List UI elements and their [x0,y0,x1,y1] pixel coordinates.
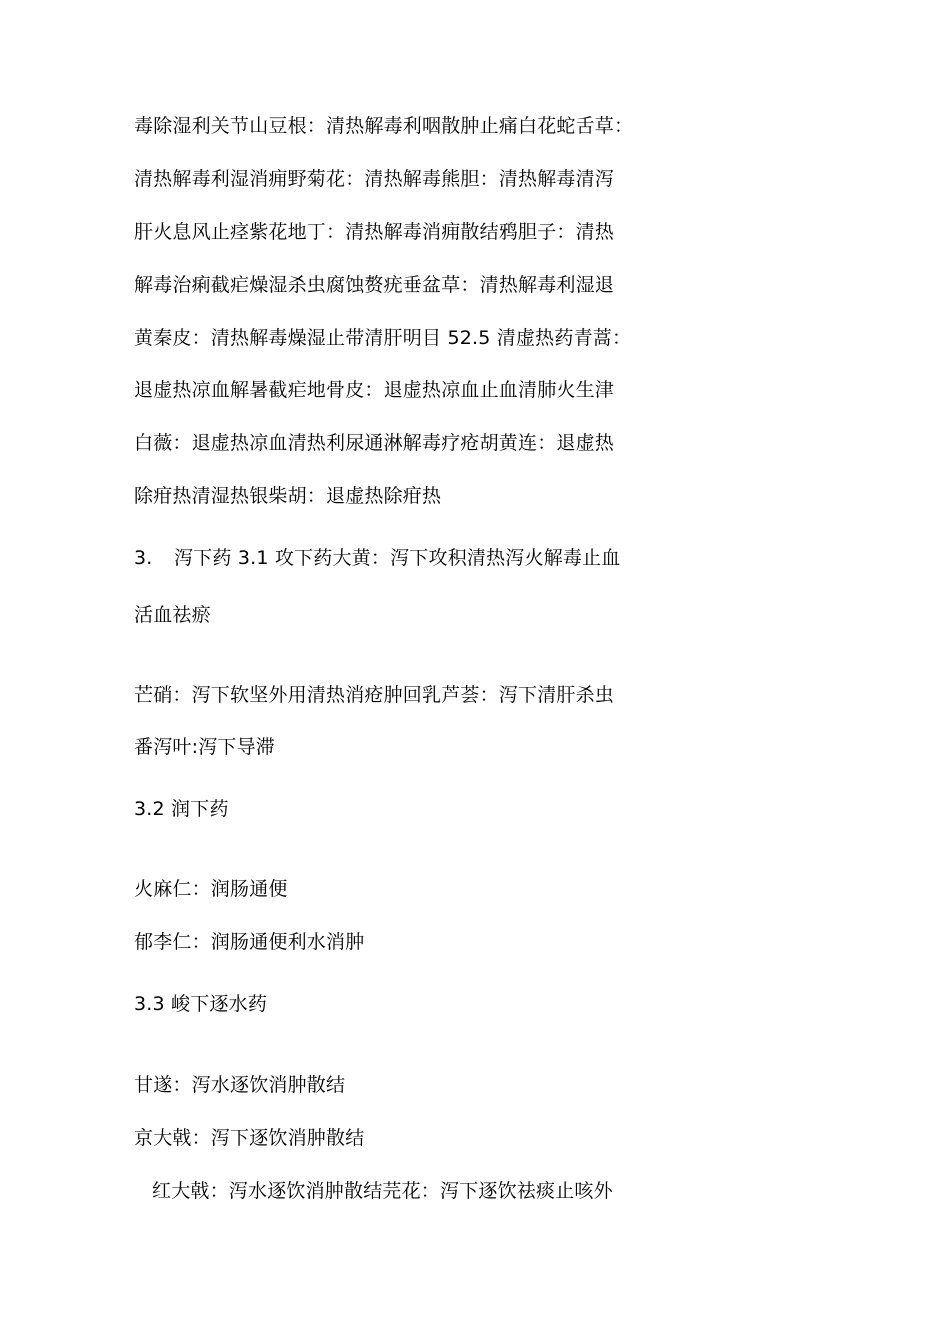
text-line: 番泻叶:泻下导滞 [134,736,276,758]
text-line: 火麻仁：润肠通便 [134,878,288,900]
text-line: 红大戟：泻水逐饮消肿散结芫花：泻下逐饮祛痰止咳外 [152,1180,613,1202]
text-line: 郁李仁：润肠通便利水消肿 [134,931,365,953]
text-line: 芒硝：泻下软坚外用清热消疮肿回乳芦荟：泻下清肝杀虫 [134,684,615,706]
text-line: 清热解毒利湿消痈野菊花：清热解毒熊胆：清热解毒清泻 [134,168,615,190]
section-heading: 3.3 峻下逐水药 [134,993,268,1015]
section-number: 3. [134,547,153,569]
section-heading: 3.2 润下药 [134,798,229,820]
text-line: 解毒治痢截疟燥湿杀虫腐蚀赘疣垂盆草：清热解毒利湿退 [134,274,615,296]
text-line: 甘遂：泻水逐饮消肿散结 [134,1074,346,1096]
text-line: 毒除湿利关节山豆根：清热解毒利咽散肿止痛白花蛇舌草： [134,115,634,137]
text-line: 白薇：退虚热凉血清热利尿通淋解毒疗疮胡黄连：退虚热 [134,432,615,454]
text-line: 京大戟：泻下逐饮消肿散结 [134,1127,365,1149]
section-3-line [134,546,621,570]
text-line: 黄秦皮：清热解毒燥湿止带清肝明目 52.5 清虚热药青蒿： [134,327,632,349]
text-line: 退虚热凉血解暑截疟地骨皮：退虚热凉血止血清肺火生津 [134,379,615,401]
text-line: 除疳热清湿热银柴胡：退虚热除疳热 [134,485,442,507]
text-line: 活血祛瘀 [134,604,211,626]
text-line: 肝火息风止痉紫花地丁：清热解毒消痈散结鸦胆子：清热 [134,221,615,243]
section-3-text: 泻下药 3.1 攻下药大黄：泻下攻积清热泻火解毒止血 [174,547,621,569]
